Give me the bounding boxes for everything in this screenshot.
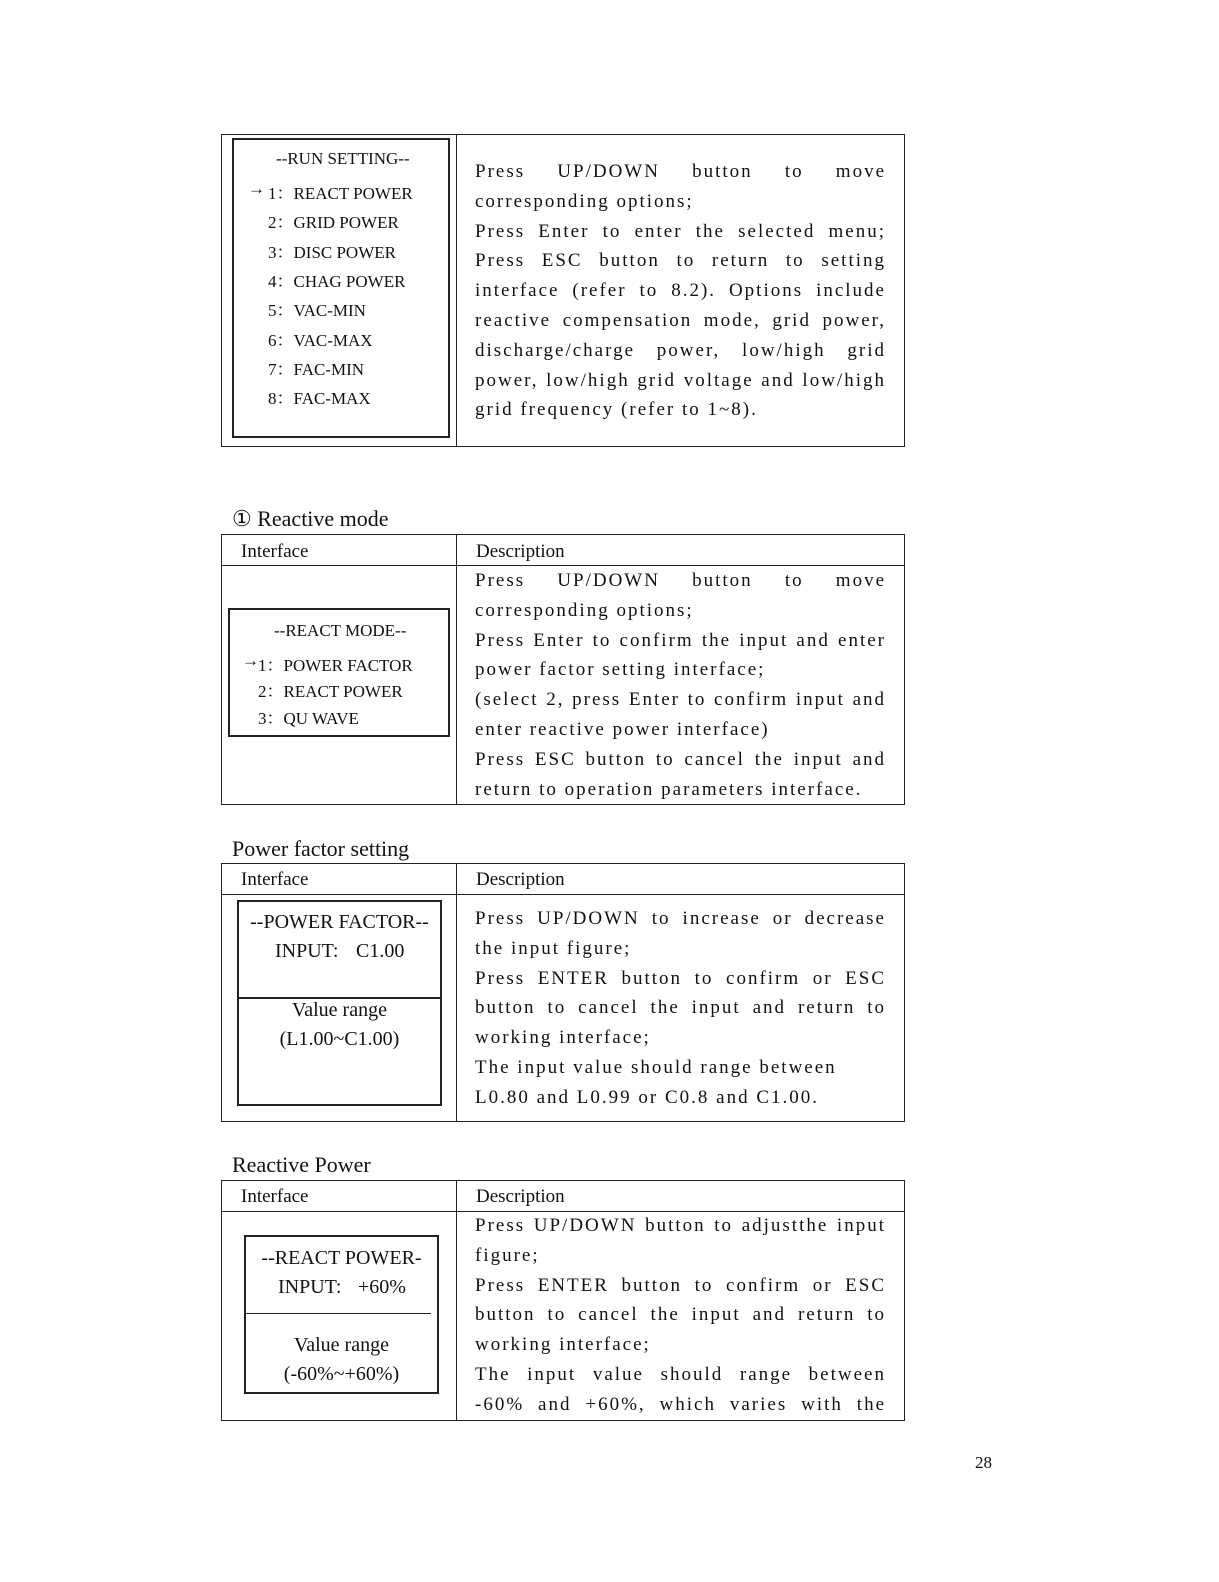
description-line: return to operation parameters interface. bbox=[475, 778, 863, 800]
range-value: (L1.00~C1.00) bbox=[279, 1028, 400, 1050]
menu-item[interactable]: 3：QU WAVE bbox=[258, 708, 359, 728]
description-line: the input figure; bbox=[475, 937, 632, 959]
input-label: INPUT: bbox=[278, 1276, 342, 1298]
menu-item[interactable]: 8：FAC-MAX bbox=[268, 389, 371, 409]
description-line: Press UP/DOWN to increase or decrease bbox=[475, 908, 886, 929]
menu-item[interactable]: 1：POWER FACTOR bbox=[258, 656, 413, 675]
selection-arrow-icon: → bbox=[248, 179, 265, 198]
header-description: Description bbox=[476, 869, 565, 890]
description-line: Press ESC button to cancel the input and bbox=[475, 748, 886, 770]
header-interface: Interface bbox=[241, 541, 309, 562]
description-line: grid frequency (refer to 1~8). bbox=[475, 399, 758, 421]
header-description: Description bbox=[476, 1186, 565, 1207]
range-label: Value range bbox=[294, 1334, 389, 1356]
description-line: Press ESC button to return to setting bbox=[475, 250, 886, 272]
description-line: working interface; bbox=[475, 1027, 651, 1049]
page-number: 28 bbox=[975, 1453, 992, 1472]
description-line: L0.80 and L0.99 or C0.8 and C1.00. bbox=[475, 1086, 820, 1108]
reactive-mode-description bbox=[475, 566, 886, 804]
description-line: Press Enter to enter the selected menu; bbox=[475, 220, 886, 242]
run-setting-description bbox=[475, 157, 886, 425]
menu-title: --REACT MODE-- bbox=[274, 621, 407, 640]
description-line: Press ENTER button to confirm or ESC bbox=[475, 967, 886, 989]
section-title-reactive-mode: ① Reactive mode bbox=[232, 506, 389, 531]
header-description: Description bbox=[476, 541, 565, 562]
description-line: discharge/charge power, low/high grid bbox=[475, 339, 886, 361]
range-label: Value range bbox=[292, 999, 387, 1021]
menu-item[interactable]: 1：REACT POWER bbox=[268, 184, 413, 203]
menu-item[interactable]: 7：FAC-MIN bbox=[268, 359, 365, 379]
header-interface: Interface bbox=[241, 1186, 309, 1207]
selection-arrow-icon: → bbox=[242, 651, 259, 670]
screen-title: --REACT POWER- bbox=[261, 1247, 422, 1269]
section-title-reactive-power: Reactive Power bbox=[232, 1152, 371, 1177]
header-divider bbox=[221, 894, 905, 895]
column-divider bbox=[456, 1180, 457, 1421]
input-value: +60% bbox=[358, 1276, 406, 1298]
description-line: Press ENTER button to confirm or ESC bbox=[475, 1274, 886, 1296]
header-interface: Interface bbox=[241, 869, 309, 890]
description-line: (select 2, press Enter to confirm input and bbox=[475, 689, 886, 711]
description-line: figure; bbox=[475, 1244, 540, 1266]
menu-item[interactable]: 5：VAC-MIN bbox=[268, 301, 366, 321]
description-line: Press UP/DOWN button to move bbox=[475, 161, 886, 182]
description-line: Press UP/DOWN button to move bbox=[475, 570, 886, 591]
description-line: enter reactive power interface) bbox=[475, 718, 770, 740]
column-divider bbox=[456, 534, 457, 805]
column-divider bbox=[456, 134, 457, 447]
menu-item[interactable]: 2：GRID POWER bbox=[268, 213, 399, 233]
description-line: corresponding options; bbox=[475, 599, 694, 621]
menu-item[interactable]: 2：REACT POWER bbox=[258, 682, 403, 702]
power-factor-description bbox=[475, 904, 886, 1113]
menu-item[interactable]: 3：DISC POWER bbox=[268, 242, 396, 262]
description-line: working interface; bbox=[475, 1334, 651, 1356]
description-line: Press Enter to confirm the input and enter bbox=[475, 629, 886, 651]
description-line: -60% and +60%, which varies with the bbox=[475, 1393, 886, 1415]
range-value: (-60%~+60%) bbox=[283, 1363, 400, 1385]
description-line: reactive compensation mode, grid power, bbox=[475, 309, 886, 331]
input-label: INPUT: bbox=[275, 940, 339, 962]
description-line: The input value should range between bbox=[475, 1363, 886, 1385]
input-value: C1.00 bbox=[356, 940, 405, 962]
screen-title: --POWER FACTOR-- bbox=[250, 911, 429, 933]
reactive-power-description bbox=[475, 1211, 886, 1420]
description-line: corresponding options; bbox=[475, 190, 694, 212]
description-line: The input value should range between bbox=[475, 1056, 837, 1078]
section-title-power-factor: Power factor setting bbox=[232, 836, 410, 861]
description-line: power, low/high grid voltage and low/high bbox=[475, 369, 886, 391]
description-line: power factor setting interface; bbox=[475, 659, 766, 681]
description-line: interface (refer to 8.2). Options include bbox=[475, 280, 886, 302]
menu-item[interactable]: 6：VAC-MAX bbox=[268, 330, 373, 350]
menu-item[interactable]: 4：CHAG POWER bbox=[268, 271, 406, 291]
column-divider bbox=[456, 863, 457, 1122]
description-line: button to cancel the input and return to bbox=[475, 1304, 886, 1326]
description-line: Press UP/DOWN button to adjustthe input bbox=[475, 1215, 886, 1236]
menu-title: --RUN SETTING-- bbox=[276, 149, 410, 168]
description-line: button to cancel the input and return to bbox=[475, 997, 886, 1019]
screen-divider bbox=[244, 1313, 431, 1314]
